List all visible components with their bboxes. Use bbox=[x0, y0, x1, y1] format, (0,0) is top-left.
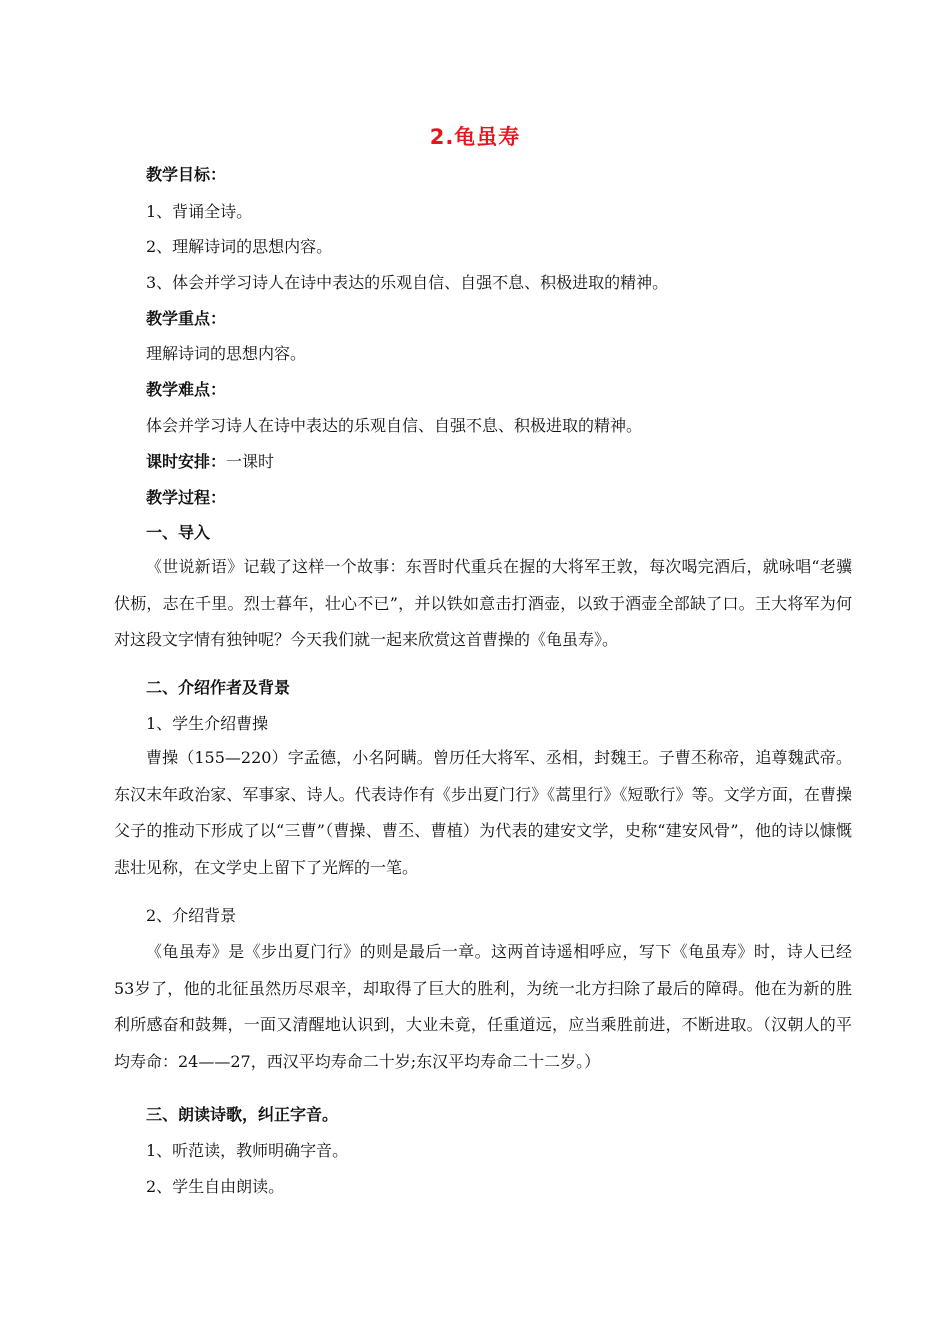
key-point-text: 理解诗词的思想内容。 bbox=[146, 344, 307, 363]
schedule-text: 一课时 bbox=[226, 452, 275, 471]
section2-sub2: 2、介绍背景 bbox=[146, 906, 237, 925]
author-paragraph: 曹操（155—220）字孟德，小名阿瞒。曾历任大将军、丞相，封魏王。子曹丕称帝，追尊魏武帝。东汉末年政治家、军事家、诗人。代表诗作有《步出夏门行》《蒿里行》《短歌行》等。文学方面，在曹操父子的推动下形成了以“三曹”（曹操、曹丕、曹植）为代表的建安文学，史称“建安风骨”，他的诗以慷慨悲壮见称，在文学史上留下了光辉的一笔。 bbox=[114, 748, 852, 877]
section3-item-1: 1、听范读，教师明确字音。 bbox=[146, 1141, 349, 1160]
schedule-heading: 课时安排： bbox=[146, 452, 227, 471]
objective-item-3: 3、体会并学习诗人在诗中表达的乐观自信、自强不息、积极进取的精神。 bbox=[146, 273, 669, 292]
objectives-heading: 教学目标： bbox=[146, 165, 227, 184]
difficulty-text: 体会并学习诗人在诗中表达的乐观自信、自强不息、积极进取的精神。 bbox=[146, 416, 643, 435]
section2-sub1: 1、学生介绍曹操 bbox=[146, 714, 269, 733]
section2-heading: 二、介绍作者及背景 bbox=[146, 678, 291, 697]
intro-paragraph: 《世说新语》记载了这样一个故事：东晋时代重兵在握的大将军王敦，每次喝完酒后，就咏唱“老骥伏枥，志在千里。烈士暮年，壮心不已”，并以铁如意击打酒壶，以致于酒壶全部缺了口。王大将军为何对这段文字情有独钟呢？今天我们就一起来欣赏这首曹操的《龟虽寿》。 bbox=[114, 557, 852, 649]
objective-item-1: 1、背诵全诗。 bbox=[146, 202, 253, 221]
difficulty-heading: 教学难点： bbox=[146, 380, 227, 399]
process-heading: 教学过程： bbox=[146, 488, 227, 507]
section1-heading: 一、导入 bbox=[146, 523, 211, 542]
background-paragraph: 《龟虽寿》是《步出夏门行》的则是最后一章。这两首诗遥相呼应，写下《龟虽寿》时，诗人已经53岁了，他的北征虽然历尽艰辛，却取得了巨大的胜利，为统一北方扫除了最后的障碍。他在为新的胜利所感奋和鼓舞，一面又清醒地认识到，大业未竟，任重道远，应当乘胜前进，不断进取。（汉朝人的平均寿命：24——27，西汉平均寿命二十岁;东汉平均寿命二十二岁。） bbox=[114, 942, 852, 1071]
key-point-heading: 教学重点： bbox=[146, 309, 227, 328]
section3-item-2: 2、学生自由朗读。 bbox=[146, 1177, 285, 1196]
document-title: 2.龟虽寿 bbox=[429, 125, 521, 149]
schedule-line bbox=[146, 452, 850, 472]
section3-heading: 三、朗读诗歌，纠正字音。 bbox=[146, 1105, 339, 1124]
objective-item-2: 2、理解诗词的思想内容。 bbox=[146, 237, 333, 256]
